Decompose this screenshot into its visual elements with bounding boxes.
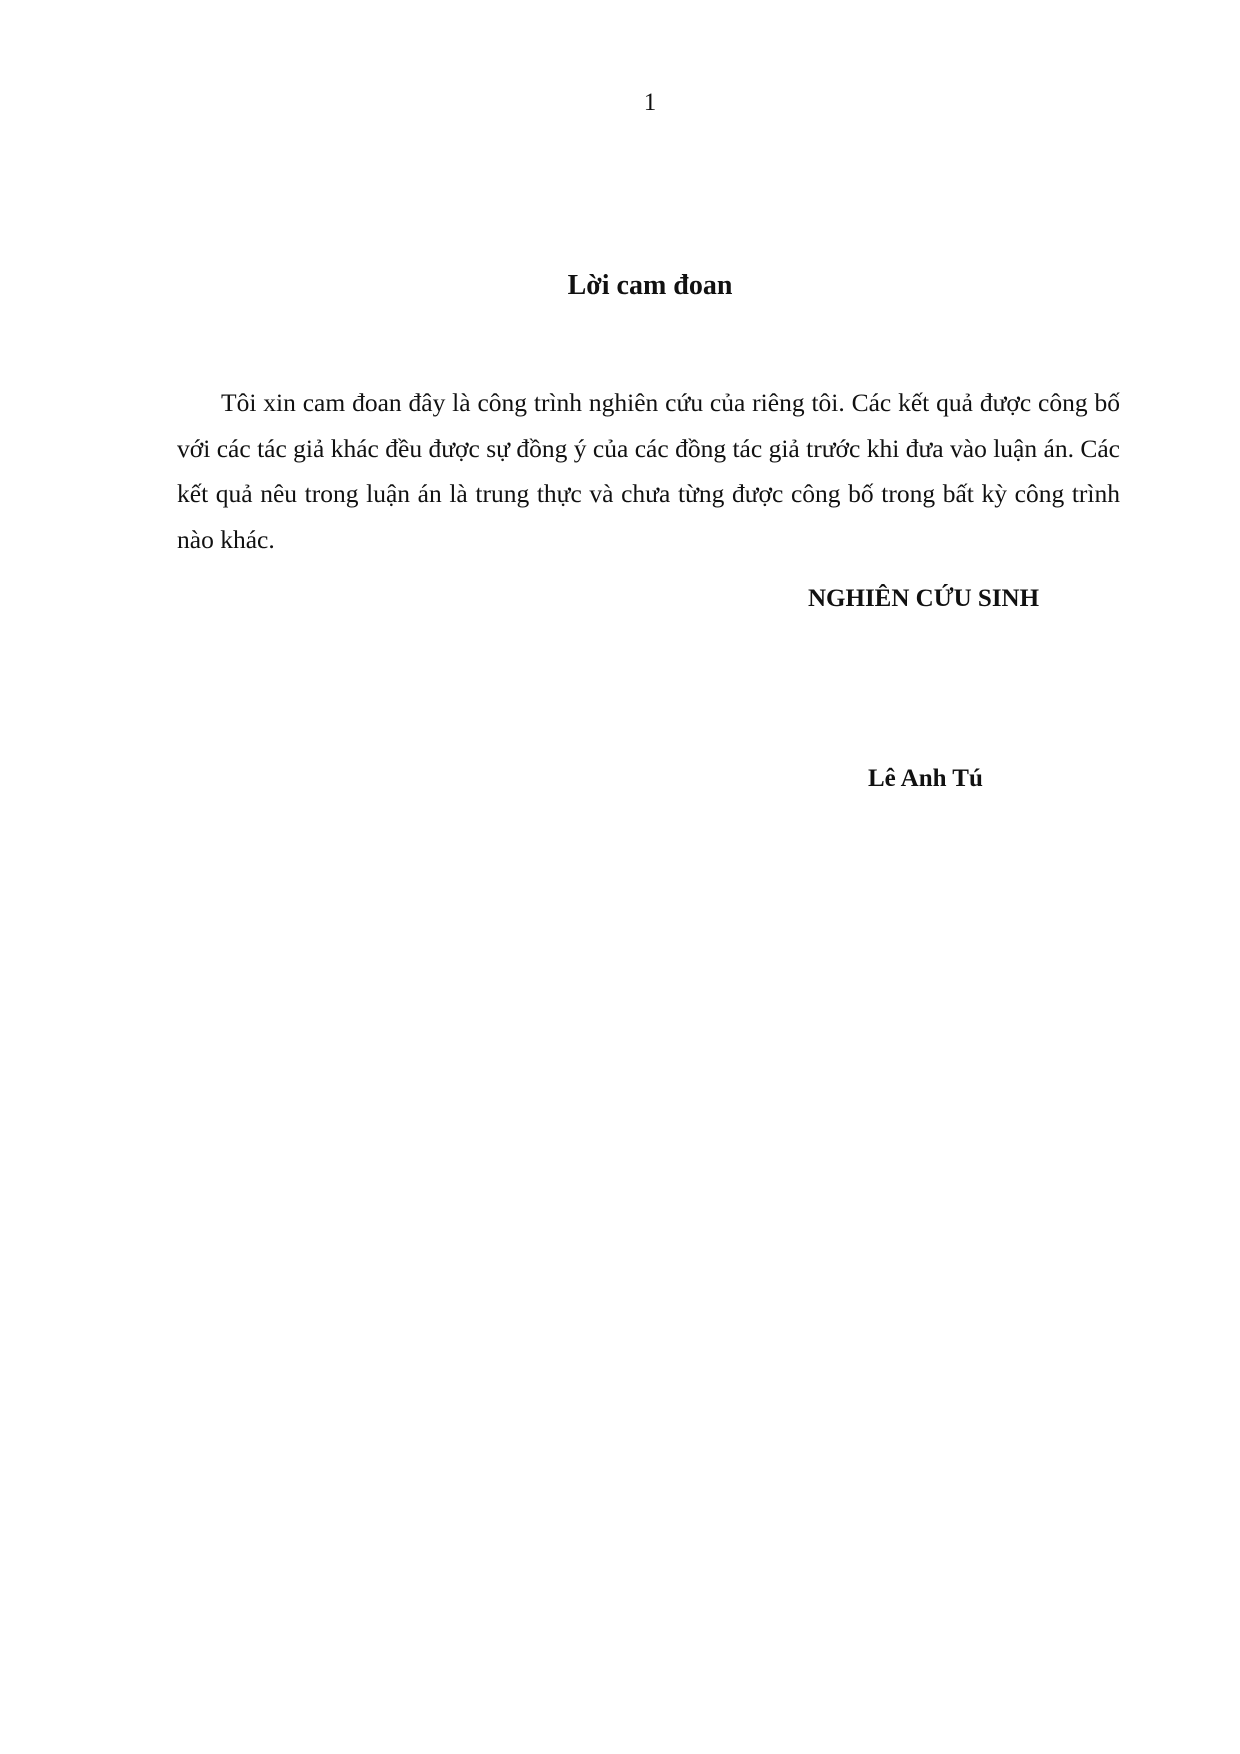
page-number: 1 [643,89,657,116]
author-name: Lê Anh Tú [868,765,983,792]
signatory-role: NGHIÊN CỨU SINH [808,585,1040,612]
declaration-title: Lời cam đoan [567,270,733,301]
declaration-body: Tôi xin cam đoan đây là công trình nghiên cứu của riêng tôi. Các kết quả được công bố với các tác giả khác đều được sự đồng ý của các đồng tác giả trước khi đưa vào luận án. Các kết quả nêu trong luận án là trung thực và chưa từng được công bố trong bất kỳ công trình nào khác. [177,388,1120,554]
